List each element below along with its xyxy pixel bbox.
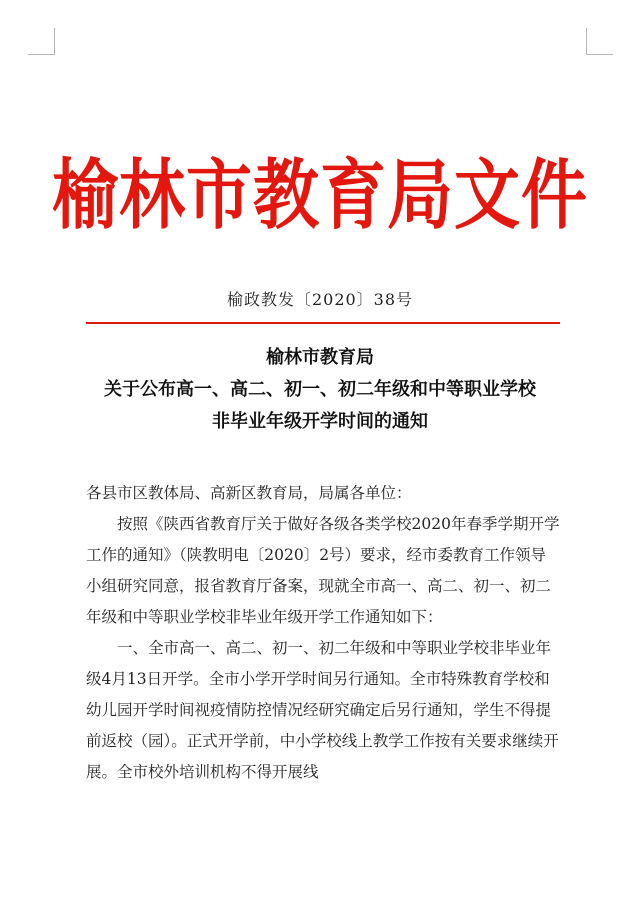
crop-mark-top-left — [28, 28, 55, 55]
paragraph-2: 一、全市高一、高二、初一、初二年级和中等职业学校非毕业年级4月13日开学。全市小学开学时间另行通知。全市特殊教育学校和幼儿园开学时间视疫情防控情况经研究确定后另行通知，学生不得提前返校（园）。正式开学前，中小学校线上教学工作按有关要求继续开展。全市校外培训机构不得开展线 — [86, 639, 559, 781]
title-line-3: 非毕业年级开学时间的通知 — [212, 411, 428, 432]
paragraph-1: 按照《陕西省教育厅关于做好各级各类学校2020年春季学期开学工作的通知》（陕教明电〔2020〕2号）要求，经市委教育工作领导小组研究同意，报省教育厅备案，现就全市高一、高二、初一、初二年级和中等职业学校非毕业年级开学工作通知如下： — [86, 515, 560, 626]
notice-body — [86, 478, 560, 788]
red-divider-line — [86, 322, 560, 324]
document-number: 榆政教发〔2020〕38号 — [226, 290, 414, 309]
title-line-2: 关于公布高一、高二、初一、初二年级和中等职业学校 — [104, 379, 536, 400]
salutation: 各县市区教体局、高新区教育局，局属各单位： — [86, 484, 412, 502]
issuer-masthead: 榆林市教育局文件 — [52, 150, 588, 240]
crop-mark-top-right — [586, 28, 613, 55]
title-line-1: 榆林市教育局 — [266, 347, 374, 368]
notice-title — [0, 342, 640, 438]
